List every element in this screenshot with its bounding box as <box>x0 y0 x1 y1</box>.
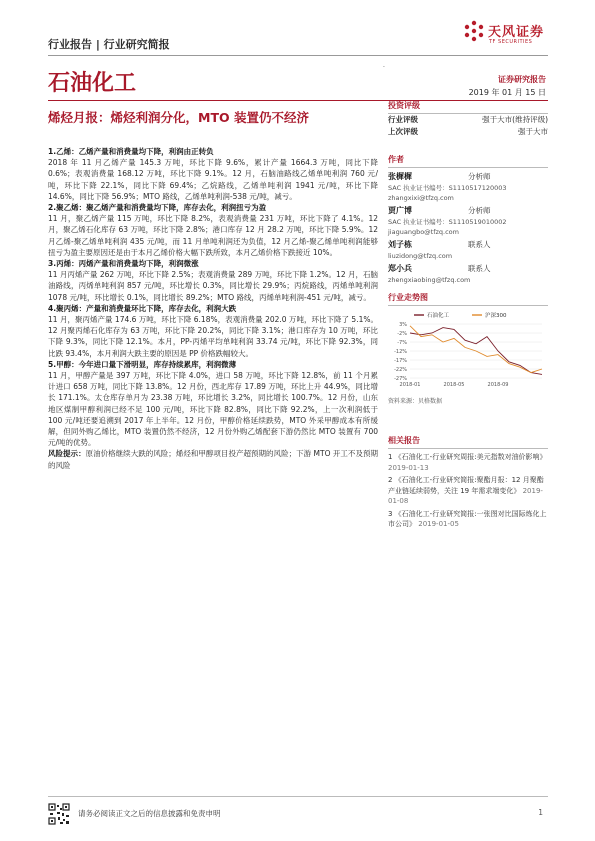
risk-text: 原油价格继续大跌的风险；烯烃和甲醇项目投产超预期的风险；下游 MTO 开工不及预期的风险 <box>48 449 378 470</box>
disclaimer-text: 请务必阅读正文之后的信息披露和免责申明 <box>78 809 221 818</box>
authors-heading: 作者 <box>388 155 404 164</box>
related-heading: 相关报告 <box>388 436 420 445</box>
trend-heading: 行业走势图 <box>388 293 428 302</box>
footer-divider <box>48 796 548 797</box>
paragraph <box>48 146 378 157</box>
authors-divider <box>388 167 548 168</box>
trend-block <box>388 292 548 405</box>
logo-text-cn: 天风证券 <box>488 25 545 40</box>
analyst-entry <box>388 263 548 285</box>
related-report-title: 3 《石油化工-行业研究简报:一张图对比国际炼化上市公司》 <box>388 509 547 528</box>
rating-block <box>388 100 548 138</box>
related-report-date: 2019-01-13 <box>388 463 429 472</box>
analyst-email[interactable]: zhangxixi@tfzq.com <box>388 194 454 202</box>
main-body <box>48 146 378 471</box>
paragraph-text: 11 月丙烯产量 262 万吨，环比下降 2.5%；表观消费量 289 万吨，环比下降 1.2%。12 月，石脑油路线，丙烯单吨利润 857 元/吨，环比增长 0.3%，同比增长 29.9%；丙烷路线，丙烯单吨利润 1078 元/吨，环比增长 0.1%，同比增长 89.2%；MTO 路线，丙烯单吨利润-451 元/吨，减亏。 <box>48 270 378 302</box>
tf-logo-icon <box>462 19 486 43</box>
analyst-email[interactable]: jiaguangbo@tfzq.com <box>388 228 459 236</box>
header-divider <box>48 55 548 56</box>
analyst-entry <box>388 205 548 237</box>
logo-text-en: TF SECURITIES <box>489 39 533 45</box>
qr-code-icon <box>48 803 70 825</box>
rating-value: 强于大市 <box>518 127 548 136</box>
related-report-item[interactable] <box>388 475 548 507</box>
analyst-email[interactable]: liuzidong@tfzq.com <box>388 252 453 260</box>
analyst-entry <box>388 239 548 261</box>
related-report-date: 2019-01-05 <box>418 520 459 528</box>
report-category-label: 行业报告 | 行业研究简报 <box>48 38 170 51</box>
rating-row <box>388 126 548 138</box>
related-report-title: 2 《石油化工-行业研究简报:聚酯月报：12 月聚酯产业链延续弱势，关注 19 年需求端变化》 <box>388 476 544 495</box>
report-date: 2019 年 01 月 15 日 <box>468 88 546 97</box>
rating-heading: 投资评级 <box>388 101 420 110</box>
analyst-name: 贾广博 <box>388 206 412 215</box>
rating-row <box>388 114 548 126</box>
paragraph-text: 11 月，聚乙烯产量 115 万吨，环比下降 8.2%，表观消费量 231 万吨，环比下降了 4.1%。12 月，聚乙烯石化库存 63 万吨，环比下降 2.8%；港口库存 12 月 28.2 万吨，环比下降 5.9%。12 月乙烯-聚乙烯单吨利润 435 元/吨，而 11 月单吨利润还为负值，12 月乙烯-聚乙烯单吨利润能够扭亏为盈主要原因还是由于本月乙烯价格大幅下跌所致，本月乙烯价格下跌接近 10%。 <box>48 214 378 257</box>
paragraph-text: 11 月，甲醇产量是 397 万吨，环比下降 4.0%，进口 58 万吨，环比下降 12.8%，前 11 个月累计进口 658 万吨，同比下降 13.8%。12 月份，西北库存 17.89 万吨，环比上升 44.9%，同比增长 171.1%。太仓库存单月为 23.38 万吨，环比增长 3.2%，同比增长 100.7%。12 月份，山东地区煤制甲醇利润已经不足 100 元/吨，环比下降 82.8%，同比下降 92.2%，上一次利润低于 100 元/吨还要追溯到 2017 年上半年。12 月份，甲醇价格延续跌势，MTO 外采甲醇成本有所缓解，但同外购乙烯比，MTO 装置仍然不经济，12 月份外购乙烯配套下游仍然比 MTO 装置有 700 元/吨的优势。 <box>48 371 378 448</box>
report-type: 证券研究报告 <box>498 75 546 84</box>
analyst-cert: SAC 执业证书编号：S1110519010002 <box>388 218 507 226</box>
trend-divider <box>388 305 548 306</box>
rating-value: 强于大市(维持评级) <box>482 115 548 124</box>
x-tick-label: 2018-01 <box>399 382 421 388</box>
analyst-entry <box>388 171 548 203</box>
x-tick-label: 2018-09 <box>487 382 509 388</box>
paragraph <box>48 303 378 314</box>
page-number: 1 <box>538 808 543 817</box>
paragraph-heading: 5.甲醇：今年进口量下滑明显，库存持续累库，利润微薄 <box>48 359 237 369</box>
analyst-role: 联系人 <box>468 240 491 249</box>
related-report-title: 1 《石油化工-行业研究周报:美元指数对油价影响》 <box>388 453 547 461</box>
analyst-name: 张樨樨 <box>388 172 412 181</box>
x-tick-label: 2018-05 <box>443 382 465 388</box>
related-divider <box>388 448 548 449</box>
y-tick-label: -27% <box>394 376 407 382</box>
paragraph-heading: 1.乙烯：乙烯产量和消费量均下降，利润由正转负 <box>48 147 214 156</box>
y-tick-label: -12% <box>394 349 407 355</box>
report-title: 烯烃月报：烯烃利润分化，MTO 装置仍不经济 <box>48 110 309 125</box>
y-tick-label: -2% <box>397 331 407 337</box>
paragraph <box>48 258 378 269</box>
analyst-email[interactable]: zhengxiaobing@tfzq.com <box>388 276 471 284</box>
paragraph-heading: 4.聚丙烯：产量和消费量环比下降，库存去化，利润大跌 <box>48 303 237 313</box>
paragraph-text: 2018 年 11 月乙烯产量 145.3 万吨，环比下降 9.6%，累计产量 1664.3 万吨，同比下降 0.6%；表观消费量 168.12 万吨，环比下降 9.1%。12 月，石脑油路线乙烯单吨利润 760 元/吨，环比下降 22.1%，同比下降 69.4%；乙烷路线，乙烯单吨利润 1941 元/吨，环比下降 14.6%，同比下降 56.9%；MTO 路线，乙烯单吨利润-538 元/吨，减亏。 <box>48 158 378 201</box>
trend-chart <box>388 310 548 390</box>
sector-name: 石油化工 <box>48 71 137 96</box>
risk-paragraph <box>48 448 378 470</box>
paragraph-text: 11 月，聚丙烯产量 174.6 万吨，环比下降 6.18%，表观消费量 202.0 万吨，环比下降了 5.1%。12 月聚丙烯石化库存为 63 万吨，环比下降 20.2%，同比下降 3.1%；港口库存为 10 万吨，环比下降 9.3%，同比下降 12.1%。本月，PP-丙烯平均单吨利润 33.74 元/吨，环比下降 92.3%，同比跌 93.4%，本月利润大跌主要的原因是 PP 价格跌幅较大。 <box>48 315 378 358</box>
analyst-cert: SAC 执业证书编号：S1110517120003 <box>388 184 507 192</box>
paragraph-heading: 2.聚乙烯：聚乙烯产量和消费量均下降，库存去化，利润扭亏为盈 <box>48 203 267 213</box>
header-dot: . <box>383 62 385 69</box>
analyst-name: 刘子栋 <box>388 240 412 249</box>
paragraph-heading: 3.丙烯：丙烯产量和消费量均下降，利润微涨 <box>48 259 199 269</box>
analyst-name: 郑小兵 <box>388 264 412 273</box>
y-tick-label: -22% <box>394 367 407 373</box>
rating-key: 上次评级 <box>388 127 418 136</box>
related-report-date: 2019-01-08 <box>388 486 543 505</box>
analyst-role: 联系人 <box>468 264 491 273</box>
related-block <box>388 435 548 530</box>
y-tick-label: -7% <box>397 340 407 346</box>
y-tick-label: 3% <box>399 322 407 328</box>
risk-heading: 风险提示： <box>48 449 86 459</box>
legend-label: 石油化工 <box>427 313 450 319</box>
paragraph <box>48 359 378 370</box>
chart-source: 资料来源：贝格数据 <box>388 398 443 405</box>
analyst-role: 分析师 <box>468 206 491 215</box>
y-tick-label: -17% <box>394 358 407 364</box>
authors-block <box>388 154 548 285</box>
analyst-role: 分析师 <box>468 172 491 181</box>
legend-label: 沪深300 <box>485 313 507 319</box>
paragraph <box>48 202 378 213</box>
related-report-item[interactable] <box>388 509 548 530</box>
related-report-item[interactable] <box>388 452 548 473</box>
rating-key: 行业评级 <box>388 115 418 124</box>
